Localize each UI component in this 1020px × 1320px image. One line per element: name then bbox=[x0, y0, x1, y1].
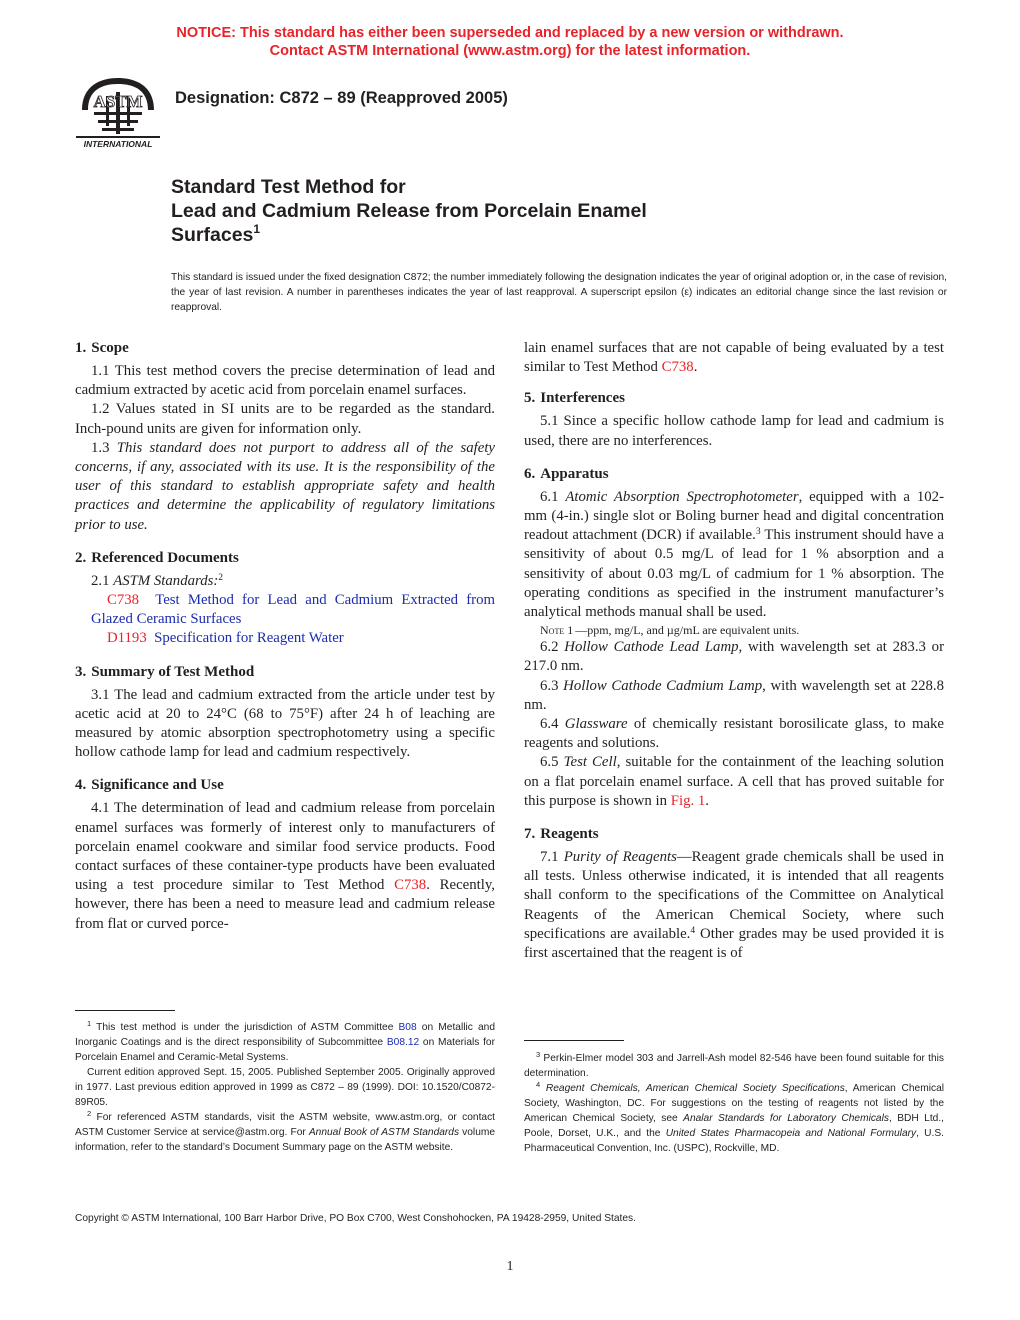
para-number: 6.2 bbox=[540, 639, 559, 656]
para-1-3 bbox=[75, 439, 495, 535]
left-column bbox=[75, 339, 495, 934]
footnote-mark: 2 bbox=[87, 1109, 92, 1118]
safety-caveat: This standard does not purport to address all of the safety concerns, if any, associated with its use. It is the responsibility of the user of this standard to establish appropriate safety and health practices and determine the applicability of regulatory limitations prior to use. bbox=[75, 439, 495, 533]
para-number: 6.5 bbox=[540, 754, 559, 771]
title-footnote-mark: 1 bbox=[253, 222, 261, 236]
footnote-mark: 4 bbox=[690, 925, 696, 936]
section-interferences-heading bbox=[524, 389, 944, 408]
para-6-2 bbox=[524, 638, 944, 676]
footnote-text: For referenced ASTM standards, visit the ASTM website, www.astm.org, or contact ASTM Customer Service at service@astm.org. For bbox=[75, 1112, 495, 1138]
section-title: Referenced Documents bbox=[91, 549, 239, 566]
copyright-line: Copyright © ASTM International, 100 Barr Harbor Drive, PO Box C700, West Conshohocken, PA 19428-2959, United States. bbox=[75, 1213, 636, 1224]
title-line-2: Lead and Cadmium Release from Porcelain Enamel bbox=[171, 200, 647, 222]
para-text: , with wavelength set at 228.8 nm. bbox=[524, 677, 944, 713]
footnote-text: on Materials for Porcelain Enamel and Ceramic-Metal Systems. bbox=[75, 1037, 495, 1063]
footnote-text: volume information, refer to the standard’s Document Summary page on the ASTM website. bbox=[75, 1127, 496, 1153]
section-summary-heading bbox=[75, 663, 495, 682]
title-line-1: Standard Test Method for bbox=[171, 176, 406, 198]
note-label: Note 1 bbox=[540, 623, 574, 638]
para-text: of chemically resistant borosilicate glass, to make reagents and solutions. bbox=[524, 716, 944, 752]
c738-link[interactable]: C738 bbox=[394, 877, 427, 894]
item-name: Hollow Cathode Lead Lamp bbox=[564, 639, 739, 656]
item-name: Purity of Reagents bbox=[563, 849, 677, 866]
committee-b08-link[interactable]: B08 bbox=[398, 1022, 417, 1033]
section-number: 5. bbox=[524, 390, 536, 407]
page-number: 1 bbox=[506, 1259, 514, 1274]
para-3-1: 3.1 The lead and cadmium extracted from the article under test by acetic acid at 20 to 24°C (68 to 75°F) after 24 h of leaching are measured by atomic absorption spectrophotometry using a specific hollow cathode lamp for lead and cadmium respectively. bbox=[75, 686, 495, 761]
para-number: 1.3 bbox=[91, 439, 110, 456]
para-text: . bbox=[693, 359, 698, 376]
para-1-2: 1.2 Values stated in SI units are to be regarded as the standard. Inch-pound units are given for information only. bbox=[75, 401, 495, 437]
para-text: 4.1 The determination of lead and cadmium release from porcelain enamel surfaces was formerly of interest only to manufacturers of porcelain enamel cookware and similar food service products. Food contact surfaces of these container-type products have been evaluated using a test procedure similar to Test Method bbox=[75, 800, 495, 894]
section-number: 4. bbox=[75, 777, 87, 794]
section-title: Apparatus bbox=[540, 465, 609, 482]
notice-line-2: Contact ASTM International (www.astm.org) for the latest information. bbox=[269, 43, 751, 59]
para-text: , equipped with a 102-mm (4-in.) single slot or Boling burner head and digital concentration readout attachment (DCR) if available. bbox=[524, 488, 944, 544]
document-title bbox=[171, 175, 647, 247]
footnote-text: , BDH Ltd., Poole, Dorset, U.K., and the bbox=[524, 1113, 944, 1139]
footnote-text: Perkin-Elmer model 303 and Jarrell-Ash model 82-546 have been found suitable for this determination. bbox=[524, 1053, 944, 1079]
right-column bbox=[524, 339, 944, 963]
section-number: 7. bbox=[524, 826, 536, 843]
section-number: 2. bbox=[75, 549, 87, 566]
section-significance-heading bbox=[75, 776, 495, 795]
notice-line-1: NOTICE: This standard has either been superseded and replaced by a new version or withdrawn. bbox=[176, 25, 844, 41]
para-text: Other grades may be used provided it is first ascertained that the reagent is of bbox=[524, 925, 945, 962]
footnote-divider-left bbox=[75, 1010, 175, 1011]
footnote-text: This test method is under the jurisdiction of ASTM Committee bbox=[91, 1022, 399, 1033]
footnote-4 bbox=[524, 1081, 944, 1156]
footnote-divider-right bbox=[524, 1040, 624, 1041]
ref-c738-title-link[interactable]: Test Method for Lead and Cadmium Extracted from Glazed Ceramic Surfaces bbox=[91, 592, 496, 628]
para-text: lain enamel surfaces that are not capable of being evaluated by a test similar to Test Method bbox=[524, 340, 944, 376]
para-6-3 bbox=[524, 677, 944, 715]
item-name: Test Cell bbox=[563, 754, 617, 771]
ref-d1193 bbox=[75, 629, 495, 648]
para-6-5 bbox=[524, 753, 944, 811]
footnote-1 bbox=[75, 1020, 495, 1065]
fig-1-link[interactable]: Fig. 1 bbox=[670, 792, 706, 809]
para-text: . Recently, however, there has been a need to measure lead and cadmium release from flat or curved porce- bbox=[75, 877, 495, 932]
issued-note: This standard is issued under the fixed designation C872; the number immediately following the designation indicates the year of original adoption or, in the case of revision, the year of last revision. A number in parentheses indicates the year of last reapproval. A superscript epsilon (ε) indicates an editorial change since the last revision or reapproval. bbox=[171, 272, 947, 313]
para-number: 6.4 bbox=[540, 716, 559, 733]
astm-standards-label: ASTM Standards: bbox=[113, 572, 219, 589]
para-6-4 bbox=[524, 715, 944, 753]
section-title: Interferences bbox=[540, 390, 625, 407]
para-number: 6.1 bbox=[540, 488, 559, 505]
footnote-italic: Reagent Chemicals, American Chemical Society Specifications bbox=[545, 1083, 845, 1094]
para-text: , suitable for the containment of the leaching solution on a flat porcelain enamel surface. A cell that has proved suitable for this purpose is shown in bbox=[524, 754, 945, 809]
item-name: Hollow Cathode Cadmium Lamp bbox=[563, 677, 763, 694]
para-number: 6.3 bbox=[540, 677, 559, 694]
logo-subtext: INTERNATIONAL bbox=[83, 139, 153, 149]
section-referenced-heading bbox=[75, 549, 495, 568]
ref-c738-link[interactable]: C738 bbox=[107, 592, 140, 609]
footnote-mark: 1 bbox=[87, 1019, 92, 1028]
title-line-3-text: Surfaces bbox=[171, 224, 254, 246]
astm-logo bbox=[76, 74, 160, 150]
footnote-3 bbox=[524, 1051, 944, 1081]
para-text: —Reagent grade chemicals shall be used in all tests. Unless otherwise indicated, it is intended that all reagents shall conform to the specifications of the Committee on Analytical Reagents of the American Chemical Society, where such specifications are available. bbox=[524, 849, 944, 942]
section-title: Summary of Test Method bbox=[91, 663, 255, 680]
footnote-mark: 4 bbox=[536, 1080, 541, 1089]
para-4-1-continued bbox=[524, 339, 944, 377]
section-number: 3. bbox=[75, 663, 87, 680]
ref-c738 bbox=[75, 591, 495, 629]
subcommittee-b08-12-link[interactable]: B08.12 bbox=[386, 1037, 420, 1048]
footnote-mark: 3 bbox=[536, 1050, 541, 1059]
ref-d1193-title-link[interactable]: Specification for Reagent Water bbox=[154, 630, 344, 647]
note-1 bbox=[524, 622, 944, 638]
footnote-italic: Analar Standards for Laboratory Chemicals bbox=[683, 1113, 889, 1124]
section-apparatus-heading bbox=[524, 465, 944, 484]
title-line-3 bbox=[171, 223, 647, 247]
footnote-mark: 2 bbox=[218, 572, 224, 583]
section-title: Significance and Use bbox=[91, 777, 224, 794]
footnote-text: , American Chemical Society, Washington, DC. For suggestions on the testing of reagents not listed by the American Chemical Society, see bbox=[524, 1083, 944, 1124]
para-2-1 bbox=[75, 572, 495, 591]
footnote-italic: Annual Book of ASTM Standards bbox=[308, 1127, 460, 1138]
section-scope-heading bbox=[75, 339, 495, 358]
footnote-italic: United States Pharmacopeia and National Formulary bbox=[665, 1128, 917, 1139]
para-4-1 bbox=[75, 799, 495, 933]
para-5-1: 5.1 Since a specific hollow cathode lamp for lead and cadmium is used, there are no interferences. bbox=[524, 413, 944, 449]
para-text: This instrument should have a sensitivity of about 0.5 mg/L of lead for 1 % absorption and a sensitivity of about 0.03 mg/L of cadmium for 1 % absorption. The operating conditions as specified in the instrument manufacturer’s analytical methods manual shall be used. bbox=[524, 527, 944, 621]
section-title: Scope bbox=[91, 340, 129, 356]
item-name: Atomic Absorption Spectrophotometer bbox=[565, 488, 799, 505]
para-text: , with wavelength set at 283.3 or 217.0 nm. bbox=[524, 639, 945, 675]
para-7-1 bbox=[524, 848, 944, 963]
footnote-text: , U.S. Pharmaceutical Convention, Inc. (USPC), Rockville, MD. bbox=[524, 1128, 944, 1154]
item-name: Glassware bbox=[564, 716, 628, 733]
section-reagents-heading bbox=[524, 825, 944, 844]
section-number: 1. bbox=[75, 340, 87, 356]
footnote-mark: 3 bbox=[755, 527, 761, 538]
para-1-1: 1.1 This test method covers the precise determination of lead and cadmium extracted by acetic acid from porcelain enamel surfaces. bbox=[75, 363, 495, 399]
section-number: 6. bbox=[524, 465, 536, 482]
footnote-2 bbox=[75, 1110, 495, 1155]
footnote-1-edition: Current edition approved Sept. 15, 2005. Published September 2005. Originally approved in 1977. Last previous edition approved in 1999 as C872 – 89 (1999). DOI: 10.1520/C0872-89R05. bbox=[75, 1067, 495, 1108]
footnotes-left bbox=[75, 1020, 495, 1155]
section-title: Reagents bbox=[540, 826, 599, 843]
designation: Designation: C872 – 89 (Reapproved 2005) bbox=[175, 89, 508, 107]
note-text: —ppm, mg/L, and µg/mL are equivalent units. bbox=[575, 623, 800, 638]
para-text: . bbox=[705, 792, 709, 809]
footnotes-right bbox=[524, 1051, 944, 1156]
para-6-1 bbox=[524, 488, 944, 622]
withdrawn-notice bbox=[0, 24, 1020, 60]
ref-d1193-link[interactable]: D1193 bbox=[107, 630, 147, 647]
para-number: 2.1 bbox=[91, 572, 110, 589]
logo-text: ASTM bbox=[93, 92, 143, 111]
para-number: 7.1 bbox=[540, 849, 559, 866]
footnote-text: on Metallic and Inorganic Coatings and is the direct responsibility of Subcommittee bbox=[75, 1022, 495, 1048]
c738-link-2[interactable]: C738 bbox=[661, 359, 694, 376]
